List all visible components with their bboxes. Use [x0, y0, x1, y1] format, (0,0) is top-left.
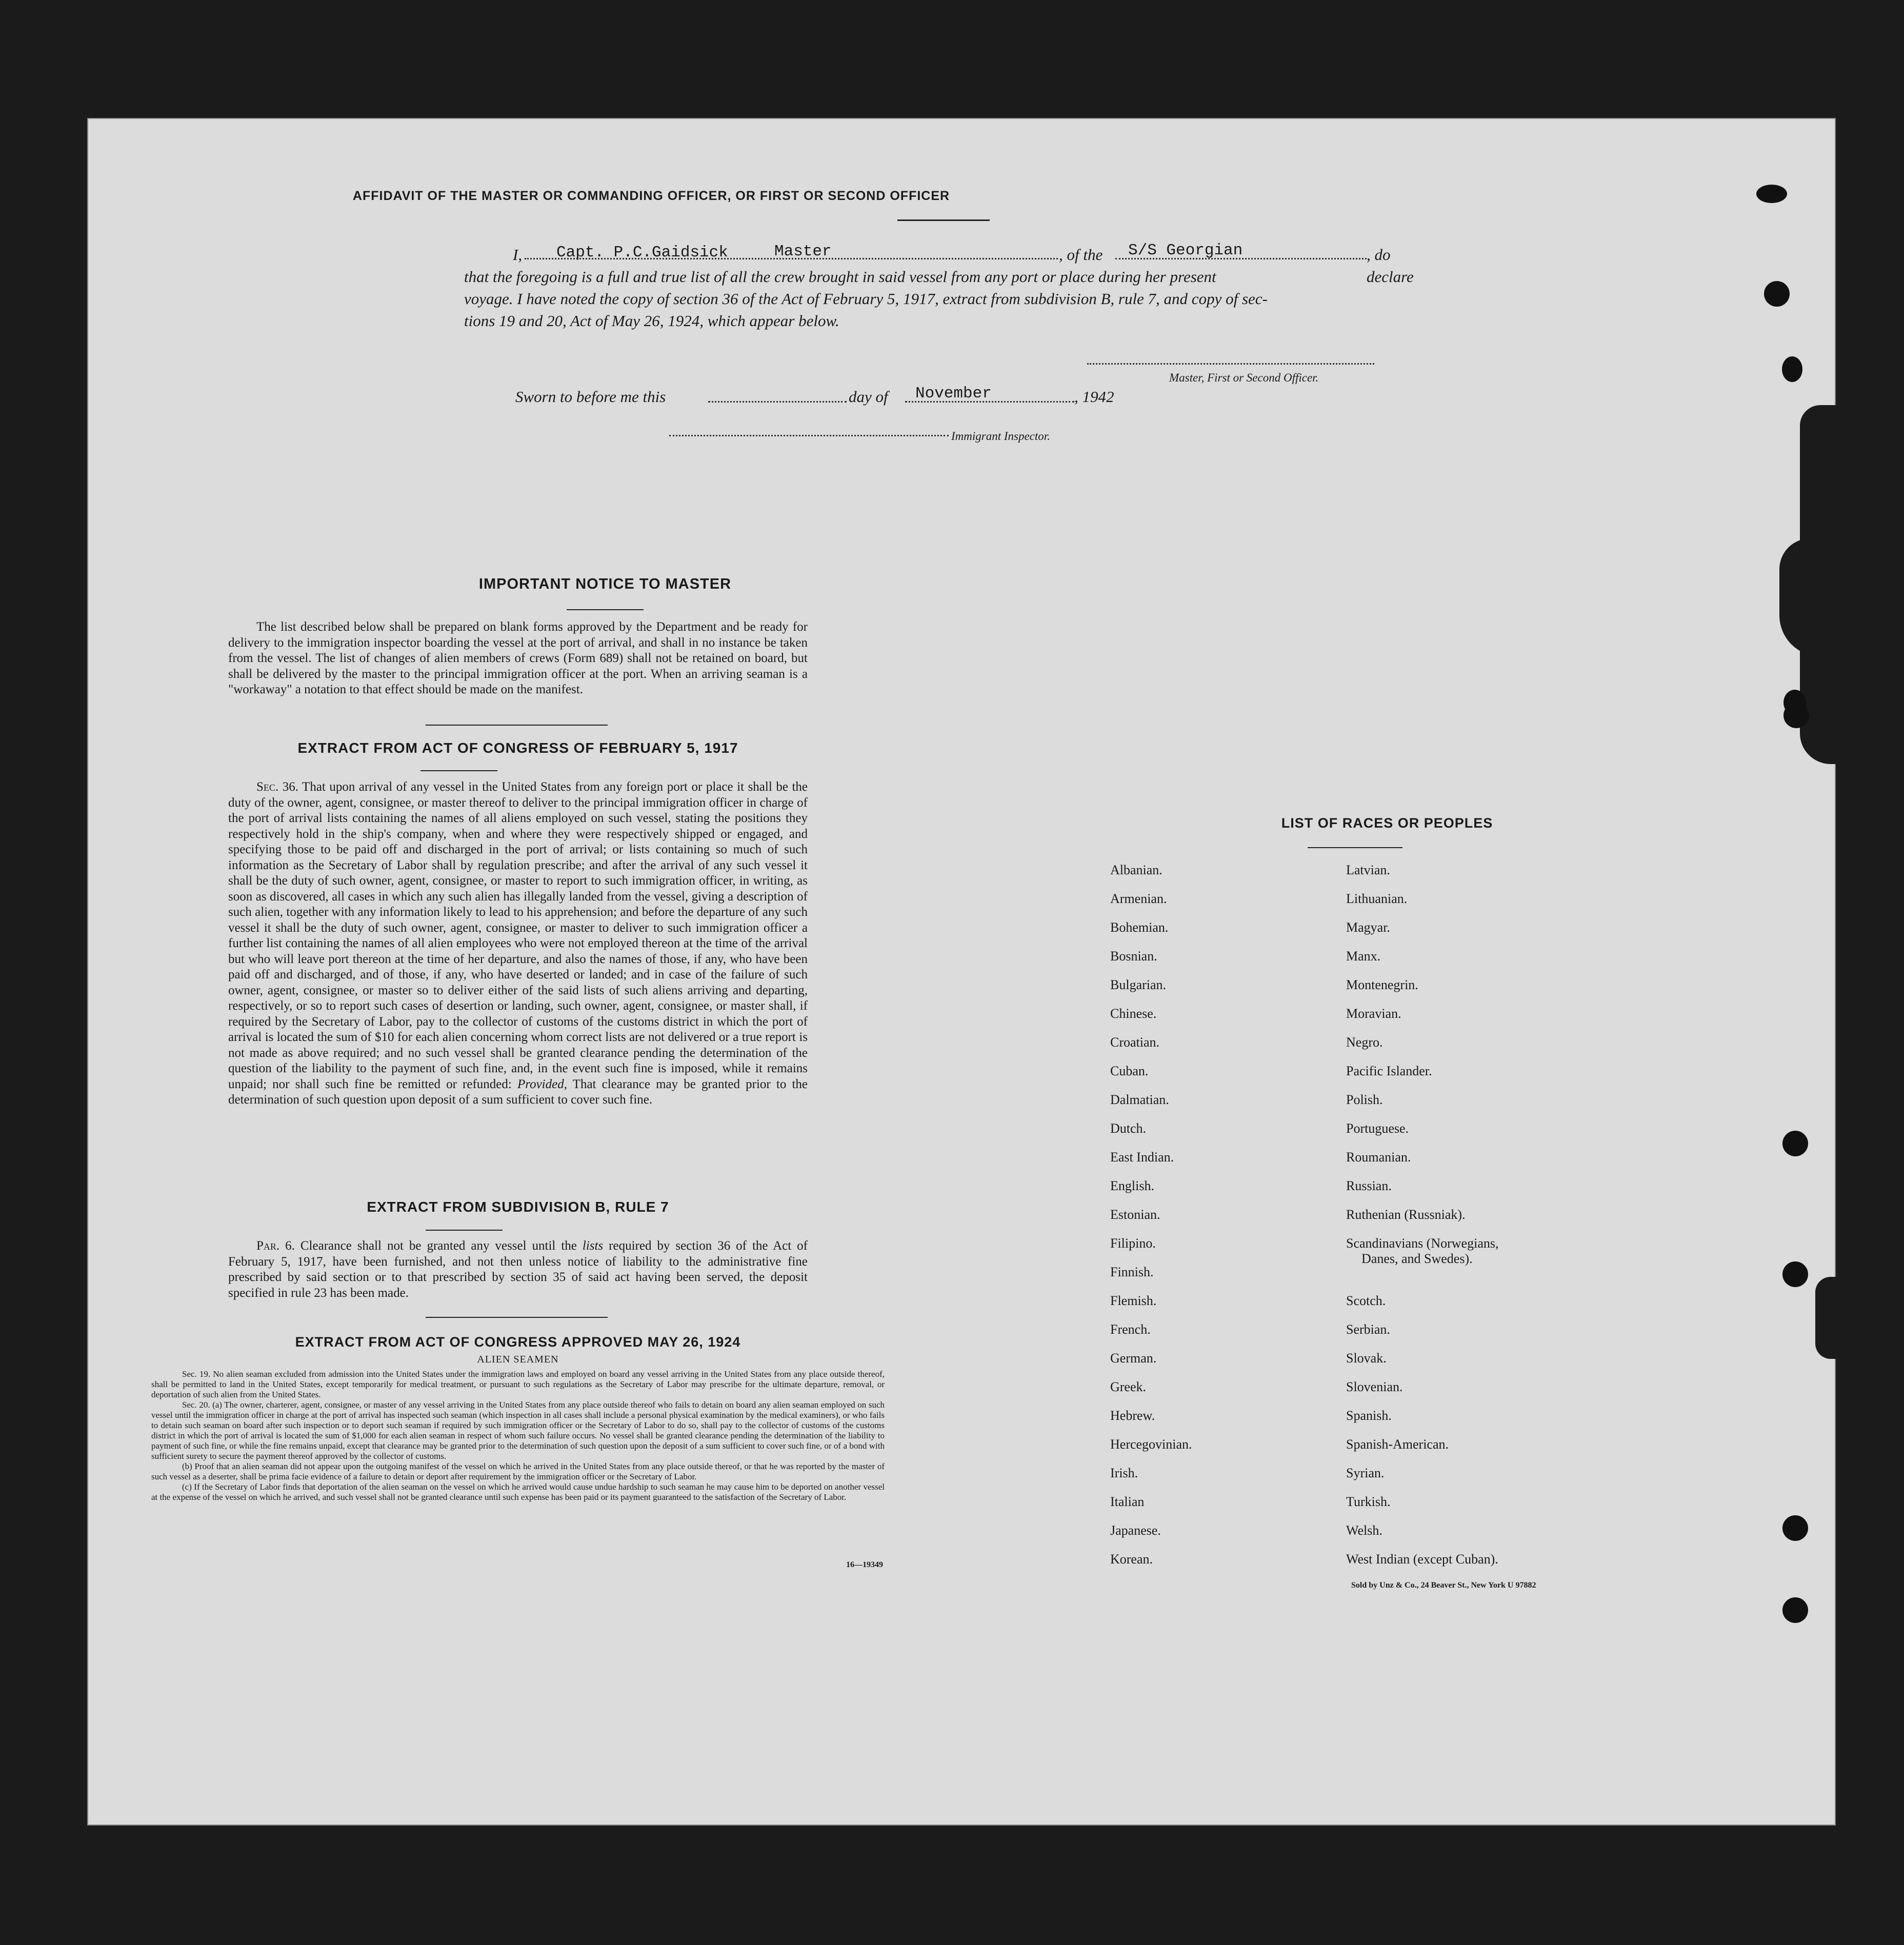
extract-1917-body — [228, 779, 808, 1108]
race-item: English. — [1110, 1178, 1154, 1193]
race-item: Spanish-American. — [1346, 1437, 1449, 1452]
race-item: Scandinavians (Norwegians, — [1346, 1236, 1499, 1251]
section-divider — [426, 725, 608, 726]
race-item: Croatian. — [1110, 1035, 1160, 1050]
race-item: Bohemian. — [1110, 920, 1169, 935]
race-item: Dutch. — [1110, 1121, 1147, 1136]
race-item: Montenegrin. — [1346, 977, 1418, 992]
sec-19-text: Sec. 19. No alien seaman excluded from admission into the United States under the immigration laws and employed on board any vessel arriving in the United States from any place outside thereof, shall be permitted to land in the United States, except temporarily for medical treatment, or pursuant to such regulations as the Secretary of Labor may prescribe for the ultimate departure, removal, or deportation of such alien from the United States. — [151, 1369, 885, 1399]
race-item: Chinese. — [1110, 1006, 1157, 1021]
sworn-label: Sworn to before me this — [515, 388, 666, 406]
inspector-signature-line — [669, 435, 949, 436]
race-item: East Indian. — [1110, 1150, 1174, 1165]
punch-hole — [1764, 281, 1790, 307]
race-item: Manx. — [1346, 949, 1381, 964]
title-rule — [897, 219, 990, 221]
race-item: Pacific Islander. — [1346, 1064, 1432, 1078]
section-number: Sec. 36. — [256, 780, 298, 794]
race-item: Spanish. — [1346, 1408, 1392, 1423]
race-item: French. — [1110, 1322, 1151, 1337]
race-item: Hercegovinian. — [1110, 1437, 1192, 1452]
race-item: Scotch. — [1346, 1293, 1386, 1308]
declaration-line-2: that the foregoing is a full and true list of all the crew brought in said vessel from any port or place during her present — [464, 268, 1216, 286]
of-the-label: , of the — [1059, 246, 1103, 264]
declarant-prefix: I, — [513, 246, 523, 264]
lists-word: lists — [582, 1239, 604, 1253]
race-item: Slovak. — [1346, 1351, 1387, 1366]
race-item: Armenian. — [1110, 891, 1167, 906]
race-item: Japanese. — [1110, 1523, 1161, 1538]
race-item: Albanian. — [1110, 863, 1163, 877]
race-item: Portuguese. — [1346, 1121, 1409, 1136]
extract-1924-subtitle: ALIEN SEAMEN — [477, 1354, 559, 1365]
sworn-line — [515, 386, 1233, 409]
sec-20b-text: (b) Proof that an alien seaman did not appear upon the outgoing manifest of the vessel on which he arrived in the United States from any place outside thereof, or that he was reported by the master of such vessel as a deserter, shall be prima facie evidence of a failure to detain or deport after requirement by the immigration officer or the Secretary of Labor. — [151, 1461, 885, 1481]
race-item: Korean. — [1110, 1552, 1153, 1567]
punch-hole — [1782, 1515, 1808, 1541]
race-item-continuation: Danes, and Swedes). — [1361, 1251, 1473, 1266]
race-item: German. — [1110, 1351, 1157, 1366]
race-item: Cuban. — [1110, 1064, 1149, 1078]
race-item: Greek. — [1110, 1379, 1147, 1394]
affidavit-title: AFFIDAVIT OF THE MASTER OR COMMANDING OFFICER, OR FIRST OR SECOND OFFICER — [352, 189, 950, 203]
race-item: Latvian. — [1346, 863, 1390, 877]
punch-hole — [1782, 356, 1802, 382]
notice-body — [228, 619, 808, 698]
race-item: Italian — [1110, 1494, 1145, 1509]
sec-20c-text: (c) If the Secretary of Labor finds that deportation of the alien seaman on the vessel on which he arrived would cause undue hardship to such seaman he may cause him to be deported on another vessel at the expense of the vessel on which he arrived, and such vessel shall not be granted clearance until such expense has been paid or its payment guaranteed to the satisfaction of the Secretary of Labor. — [151, 1482, 885, 1502]
race-item: Dalmatian. — [1110, 1092, 1169, 1107]
race-item: Hebrew. — [1110, 1408, 1155, 1423]
form-number: 16—19349 — [846, 1560, 883, 1569]
rule7-text: Clearance shall not be granted any vessel until the — [300, 1239, 577, 1253]
race-item: Ruthenian (Russniak). — [1346, 1207, 1466, 1222]
sworn-year: , 1942 — [1074, 388, 1114, 406]
race-item: Russian. — [1346, 1178, 1392, 1193]
master-name: Capt. P.C.Gaidsick — [556, 244, 728, 262]
race-item: Bulgarian. — [1110, 977, 1167, 992]
extract-1917-text-end: That clearance may be granted prior to the determination of such question upon deposit of a sum sufficient to cover such fine. — [228, 1077, 808, 1107]
paragraph-number: Par. 6. — [256, 1239, 295, 1253]
punch-hole — [1783, 690, 1806, 715]
notice-title: IMPORTANT NOTICE TO MASTER — [478, 576, 732, 592]
race-item: Roumanian. — [1346, 1150, 1411, 1165]
notice-rule — [567, 609, 644, 610]
race-item: Estonian. — [1110, 1207, 1160, 1222]
sec-20a-text: Sec. 20. (a) The owner, charterer, agent, consignee, or master of any vessel arriving in the United States from any place outside thereof who fails to detain on board any alien seaman employed on such vessel until the immigration officer in charge at the port of arrival has inspected such seaman (which inspection in all cases shall include a personal physical examination by the medical examiners), or who fails to detain such seaman on board after such inspection or to deport such seaman if required by such immigration officer or the Secretary of Labor to do so, shall pay to the collector of customs of the customs district in which the port of arrival is located the sum of $1,000 for each alien seaman in respect of whom such failure occurs. No vessel shall be granted clearance pending the determination of the liability to payment of such fine, or while the fine remains unpaid, except that clearance may be granted prior to the determination of such question upon the deposit of a sum sufficient to cover such fine, or of a bond with sufficient surety to secure the payment thereof approved by the collector of customs. — [151, 1400, 885, 1461]
punch-hole — [1782, 1597, 1808, 1623]
punch-hole — [1782, 1131, 1808, 1156]
torn-edge — [1815, 1277, 1841, 1359]
signature-line — [1087, 363, 1374, 365]
race-item: Slovenian. — [1346, 1379, 1403, 1394]
race-item: Magyar. — [1346, 920, 1390, 935]
torn-edge — [1779, 538, 1841, 656]
races-title: LIST OF RACES OR PEOPLES — [1281, 815, 1493, 831]
day-of-label: day of — [849, 388, 888, 406]
sworn-month: November — [915, 385, 992, 403]
declaration-line-3: voyage. I have noted the copy of section 36 of the Act of February 5, 1917, extract from subdivision B, rule 7, and copy of sec- — [464, 290, 1268, 308]
signature-label: Master, First or Second Officer. — [1169, 371, 1319, 384]
race-item: Serbian. — [1346, 1322, 1390, 1337]
extract-1917-text: That upon arrival of any vessel in the United States from any foreign port or place it shall be the duty of the owner, agent, consignee, or master thereof to deliver to the principal immigration officer in charge of the port of arrival lists containing the names of all aliens employed on such vessel, stating the positions they respectively hold in the ship's company, when and where they were respectively shipped or engaged, and specifying those to be paid off and discharged in the port of arrival; or lists containing so much of such information as the Secretary of Labor shall by regulation prescribe; and after the arrival of any such vessel it shall be the duty of such owner, agent, consignee, or master to report to such immigration officer, in writing, as soon as discovered, all cases in which any such alien has illegally landed from the vessel, giving a description of such alien, together with any information likely to lead to his apprehension; and before the departure of any such vessel it shall be the duty of such owner, agent, consignee, or master to deliver to such immigration officer a further list containing the names of all alien employees who were not employed thereon at the time of the arrival but who will leave port thereon at the time of her departure, and also the names of those, if any, who have been paid off and discharged, and of those, if any, who have deserted or landed; and in case of the failure of such owner, agent, consignee, or master so to deliver either of the said lists of such aliens arriving and departing, respectively, or so to report such cases of desertion or landing, such owner, agent, consignee, or master shall, if required by the Secretary of Labor, pay to the collector of customs of the customs district in which the port of arrival is located the sum of $10 for each alien concerning whom correct lists are not delivered or a true report is not made as above required; and no such vessel shall be granted clearance pending the determination of the question of the liability to the payment of such fine, and, in the event such fine is imposed, while it remains unpaid; nor shall such fine be remitted or refunded: — [228, 780, 808, 1091]
race-item: Flemish. — [1110, 1293, 1157, 1308]
punch-hole — [1756, 185, 1787, 203]
publisher-imprint: Sold by Unz & Co., 24 Beaver St., New York U 97882 — [1351, 1581, 1536, 1590]
race-item: Turkish. — [1346, 1494, 1391, 1509]
extract-1917-rule — [420, 770, 497, 771]
document-page — [87, 118, 1836, 1826]
section-divider — [426, 1317, 608, 1318]
race-item: Filipino. — [1110, 1236, 1156, 1251]
affidavit-declaration — [464, 244, 1428, 332]
extract-rule7-body — [228, 1238, 808, 1301]
day-dotted-line — [708, 401, 847, 403]
race-item: Bosnian. — [1110, 949, 1157, 964]
race-item: Moravian. — [1346, 1006, 1401, 1021]
vessel-name: S/S Georgian — [1128, 242, 1243, 259]
punch-hole — [1782, 1261, 1808, 1287]
race-item: Finnish. — [1110, 1265, 1154, 1279]
rule7-text-end: required by section 36 of the Act of February 5, 1917, have been furnished, and not then unless notice of liability to the administrative fine prescribed by said section or to that prescribed by section 35 of said act having been served, the deposit specified in rule 23 has been made. — [228, 1239, 808, 1300]
extract-rule7-rule — [426, 1230, 503, 1231]
notice-text: The list described below shall be prepared on blank forms approved by the Department and be ready for delivery to the immigration inspector boarding the vessel at the port of arrival, and shall in no instance be taken from the vessel. The list of changes of alien members of crews (Form 689) shall not be retained on board, but shall be delivered by the master to the principal immigration officer at the port. When an arriving seaman is a "workaway" a notation to that effect should be made on the manifest. — [228, 620, 808, 696]
races-rule — [1308, 847, 1402, 848]
race-item: Lithuanian. — [1346, 891, 1408, 906]
race-item: Polish. — [1346, 1092, 1383, 1107]
race-item: West Indian (except Cuban). — [1346, 1552, 1498, 1567]
race-item: Welsh. — [1346, 1523, 1382, 1538]
do-declare-label: , do declare — [1367, 246, 1414, 286]
race-item: Negro. — [1346, 1035, 1383, 1050]
extract-1924-body — [151, 1369, 885, 1502]
declaration-line-4: tions 19 and 20, Act of May 26, 1924, which appear below. — [464, 312, 839, 330]
master-rank: Master — [774, 243, 832, 260]
extract-1924-title: EXTRACT FROM ACT OF CONGRESS APPROVED MAY 26, 1924 — [295, 1334, 741, 1350]
race-item: Irish. — [1110, 1466, 1138, 1480]
extract-1917-title: EXTRACT FROM ACT OF CONGRESS OF FEBRUARY 5, 1917 — [297, 740, 738, 756]
extract-rule7-title: EXTRACT FROM SUBDIVISION B, RULE 7 — [367, 1199, 669, 1215]
race-item: Syrian. — [1346, 1466, 1385, 1480]
inspector-label: Immigrant Inspector. — [951, 430, 1050, 443]
provided-word: Provided, — [517, 1077, 567, 1091]
